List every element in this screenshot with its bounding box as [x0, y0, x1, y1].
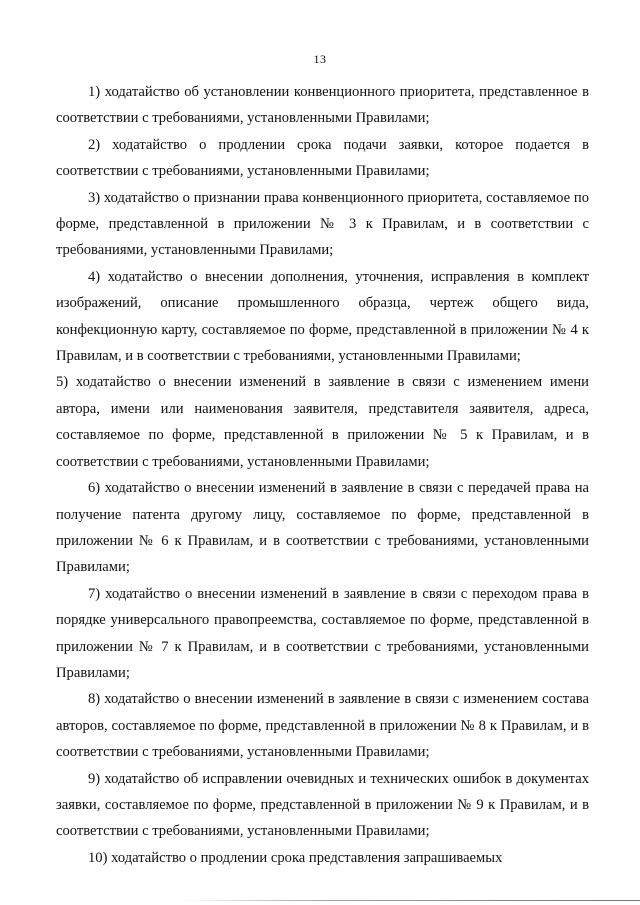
- paragraph-item-5: 5) ходатайство о внесении изменений в заявление в связи с изменением имени автора, имени или наименования заявителя, представителя заявителя, адреса, составляемое по форме, представленной в приложении № 5 к Правилам, и в соответствии с требованиями, установленными Правилами;: [56, 374, 589, 470]
- page-number: 13: [313, 52, 327, 66]
- paragraph-item-7: 7) ходатайство о внесении изменений в заявление в связи с переходом права в порядке универсального правопреемства, составляемое по форме, представленной в приложении № 7 к Правилам, и в соответствии с требованиями, установленными Правилами;: [56, 585, 589, 681]
- paragraph-item-8: 8) ходатайство о внесении изменений в заявление в связи с изменением состава авторов, составляемое по форме, представленной в приложении № 8 к Правилам, и в соответствии с требованиями, установленными Правилами;: [56, 691, 589, 761]
- paragraph-item-1: 1) ходатайство об установлении конвенционного приоритета, представленное в соответствии с требованиями, установленными Правилами;: [56, 84, 589, 127]
- scan-edge-line: [180, 900, 640, 901]
- paragraph-item-10: 10) ходатайство о продлении срока представления запрашиваемых: [88, 849, 503, 866]
- paragraph-item-2: 2) ходатайство о продлении срока подачи заявки, которое подается в соответствии с требованиями, установленными Правилами;: [56, 136, 589, 180]
- paragraph-item-6: 6) ходатайство о внесении изменений в заявление в связи с передачей права на получение патента другому лицу, составляемое по форме, представленной в приложении № 6 к Правилам, и в соответствии с требованиями, установленными Правилами;: [56, 480, 589, 576]
- paragraph-item-9: 9) ходатайство об исправлении очевидных и технических ошибок в документах заявки, составляемое по форме, представленной в приложении № 9 к Правилам, и в соответствии с требованиями, установленными Правилами;: [56, 770, 589, 840]
- document-body: [56, 79, 589, 871]
- paragraph-item-3: 3) ходатайство о признании права конвенционного приоритета, составляемое по форме, представленной в приложении № 3 к Правилам, и в соответствии с требованиями, установленными Правилами;: [56, 189, 589, 259]
- paragraph-item-4: 4) ходатайство о внесении дополнения, уточнения, исправления в комплект изображений, описание промышленного образца, чертеж общего вида, конфекционную карту, составляемое по форме, представленной в приложении № 4 к Правилам, и в соответствии с требованиями, установленными Правилами;: [56, 268, 589, 365]
